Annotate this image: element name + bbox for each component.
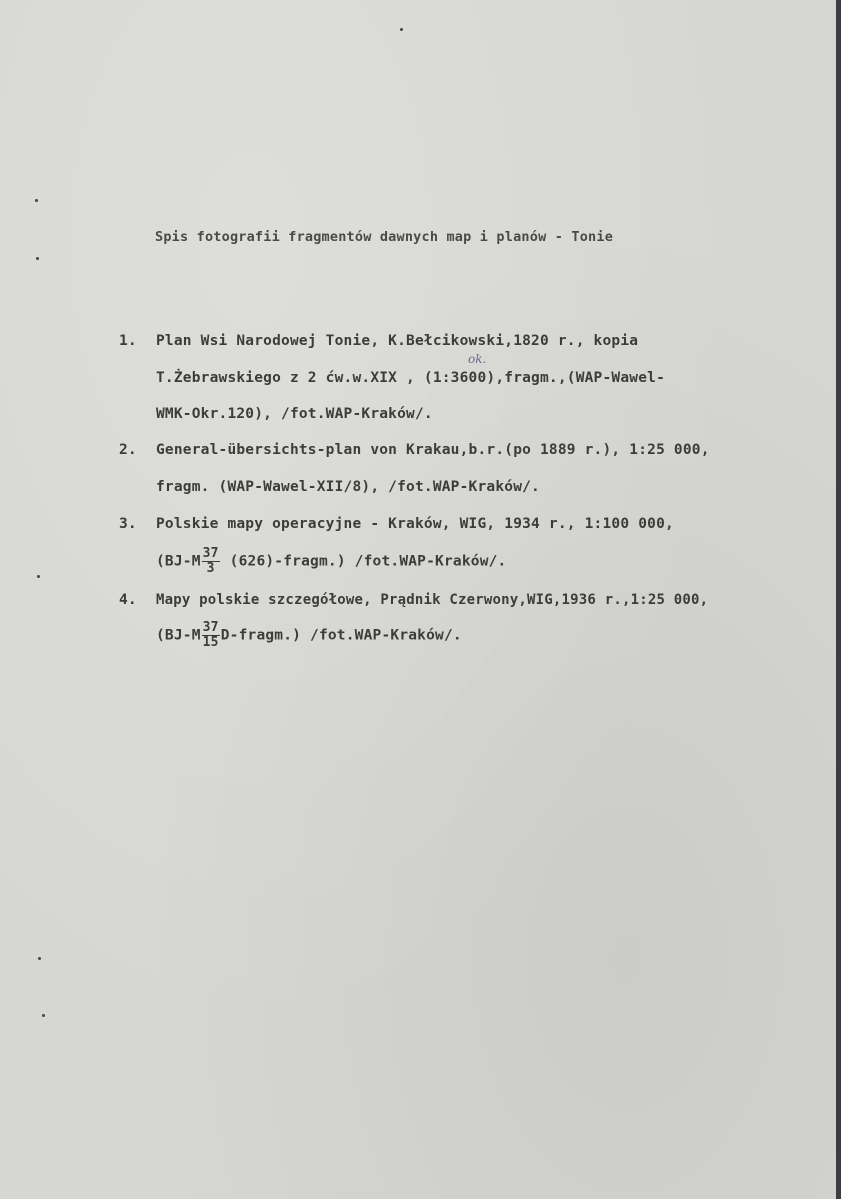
margin-mark [42,1014,45,1017]
fraction-numerator: 37 [202,620,219,635]
item-number: 1. [119,333,137,349]
shelfmark-fraction [202,621,220,650]
item-line-with-fraction [156,547,506,576]
shelfmark-prefix: (BJ-M [156,553,201,570]
item-line: Polskie mapy operacyjne - Kraków, WIG, 1934 r., 1:100 000, [156,516,674,532]
item-number: 3. [119,516,137,532]
item-number: 2. [119,442,137,458]
fraction-denominator: 15 [202,635,219,650]
item-number: 4. [119,592,137,608]
item-line: fragm. (WAP-Wawel-XII/8), /fot.WAP-Kraków/. [156,479,540,495]
fraction-numerator: 37 [202,546,219,561]
item-line-with-fraction [156,621,462,650]
item-line: Plan Wsi Narodowej Tonie, K.Bełcikowski,1820 r., kopia [156,333,639,349]
document-title: Spis fotografii fragmentów dawnych map i planów - Tonie [155,229,614,245]
shelfmark-prefix: (BJ-M [156,627,201,644]
shelfmark-fraction [202,547,220,576]
item-line: WMK-Okr.120), /fot.WAP-Kraków/. [156,406,433,422]
margin-mark [400,28,403,31]
item-line: T.Żebrawskiego z 2 ćw.w.XIX , (1:3600),fragm.,(WAP-Wawel- [156,370,665,386]
item-line: General-übersichts-plan von Krakau,b.r.(po 1889 r.), 1:25 000, [156,442,710,458]
fraction-denominator: 3 [206,561,215,576]
margin-mark [36,257,39,260]
margin-mark [38,957,41,960]
handwritten-note: ok. [468,352,487,366]
margin-mark [35,199,38,202]
item-line-rest: (626)-fragm.) /fot.WAP-Kraków/. [229,553,507,570]
item-line-rest: D-fragm.) /fot.WAP-Kraków/. [220,627,462,644]
margin-mark [37,575,40,578]
item-line: Mapy polskie szczegółowe, Prądnik Czerwony,WIG,1936 r.,1:25 000, [156,592,709,608]
